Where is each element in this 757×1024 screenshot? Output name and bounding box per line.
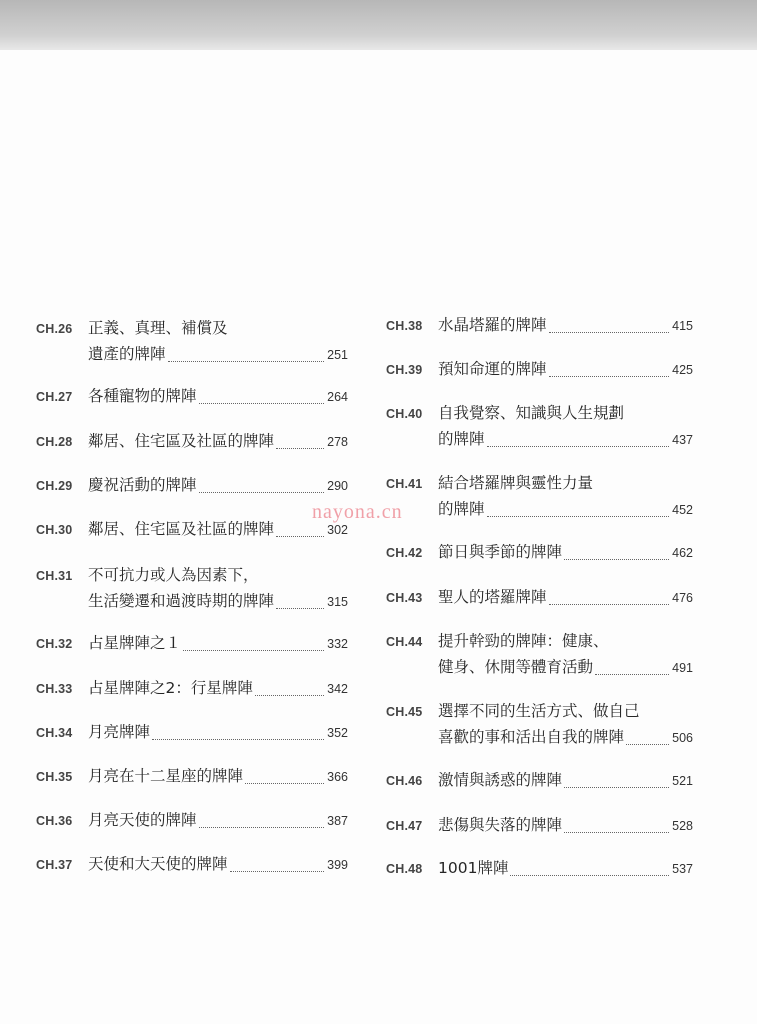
dot-leader [152,738,324,740]
entry-line [438,813,693,837]
chapter-number: CH.47 [386,819,423,833]
chapter-title: 生活變遷和過渡時期的牌陣 [88,592,275,610]
entry-line [88,631,348,655]
chapter-title: 的牌陣 [438,500,485,518]
dot-leader [549,375,670,377]
chapter-number: CH.31 [36,569,73,583]
entry-line [438,471,693,495]
chapter-number: CH.39 [386,363,423,377]
chapter-number: CH.28 [36,435,73,449]
entry-line [438,655,693,679]
chapter-title: 1001牌陣 [438,859,509,877]
entry-line [88,342,348,366]
dot-leader [549,331,670,333]
chapter-number: CH.43 [386,591,423,605]
page-number: 366 [327,770,348,784]
entry-line [88,720,348,744]
chapter-title: 預知命運的牌陣 [438,360,547,378]
dot-leader [564,831,669,833]
entry-line [88,384,348,408]
chapter-number: CH.48 [386,862,423,876]
page-number: 452 [672,503,693,517]
dot-leader [487,515,670,517]
entry-line [88,808,348,832]
page-number: 387 [327,814,348,828]
chapter-number: CH.36 [36,814,73,828]
chapter-number: CH.40 [386,407,423,421]
dot-leader [199,826,325,828]
dot-leader [255,694,324,696]
chapter-number: CH.32 [36,637,73,651]
entry-line [438,629,693,653]
page-number: 506 [672,731,693,745]
watermark: nayona.cn [312,501,403,523]
page-number: 290 [327,479,348,493]
chapter-title: 月亮在十二星座的牌陣 [88,767,244,785]
dot-leader [276,447,324,449]
page-number: 476 [672,591,693,605]
chapter-number: CH.45 [386,705,423,719]
page-number: 537 [672,862,693,876]
page-number: 491 [672,661,693,675]
entry-line [88,852,348,876]
entry-line [438,725,693,749]
chapter-title: 結合塔羅牌與靈性力量 [438,474,594,492]
chapter-title: 慶祝活動的牌陣 [88,476,197,494]
dot-leader [564,558,669,560]
entry-line [438,699,693,723]
page-number: 528 [672,819,693,833]
chapter-title: 健身、休閒等體育活動 [438,658,594,676]
chapter-title: 的牌陣 [438,430,485,448]
page-number: 332 [327,637,348,651]
entry-line [438,540,693,564]
dot-leader [626,743,669,745]
dot-leader [487,445,670,447]
entry-line [438,768,693,792]
entry-line [438,856,693,880]
chapter-title: 自我覺察、知識與人生規劃 [438,404,625,422]
entry-line [438,497,693,521]
dot-leader [245,782,324,784]
page-number: 437 [672,433,693,447]
chapter-title: 占星牌陣之１ [88,634,182,652]
entry-line [88,517,348,541]
chapter-number: CH.37 [36,858,73,872]
chapter-number: CH.29 [36,479,73,493]
chapter-number: CH.42 [386,546,423,560]
page-number: 278 [327,435,348,449]
entry-line [88,429,348,453]
dot-leader [510,874,669,876]
page-number: 315 [327,595,348,609]
dot-leader [564,786,669,788]
chapter-title: 月亮牌陣 [88,723,151,741]
chapter-title: 遺產的牌陣 [88,345,166,363]
dot-leader [168,360,325,362]
chapter-title: 選擇不同的生活方式、做自己 [438,702,640,720]
entry-line [438,313,693,337]
chapter-number: CH.30 [36,523,73,537]
page-number: 415 [672,319,693,333]
page-number: 342 [327,682,348,696]
chapter-title: 鄰居、住宅區及社區的牌陣 [88,432,275,450]
dot-leader [549,603,670,605]
chapter-title: 節日與季節的牌陣 [438,543,563,561]
chapter-title: 不可抗力或人為因素下， [88,566,259,584]
chapter-number: CH.27 [36,390,73,404]
page-number: 462 [672,546,693,560]
page-number: 352 [327,726,348,740]
chapter-title: 激情與誘惑的牌陣 [438,771,563,789]
chapter-title: 占星牌陣之2：行星牌陣 [88,679,253,697]
dot-leader [199,402,325,404]
chapter-number: CH.33 [36,682,73,696]
chapter-title: 鄰居、住宅區及社區的牌陣 [88,520,275,538]
entry-line [88,676,348,700]
page-number: 251 [327,348,348,362]
dot-leader [199,491,325,493]
chapter-number: CH.35 [36,770,73,784]
chapter-title: 各種寵物的牌陣 [88,387,197,405]
page-number: 399 [327,858,348,872]
chapter-title: 天使和大天使的牌陣 [88,855,228,873]
dot-leader [183,649,324,651]
entry-line [88,563,348,587]
chapter-number: CH.41 [386,477,423,491]
chapter-number: CH.34 [36,726,73,740]
entry-line [438,427,693,451]
entry-line [438,357,693,381]
chapter-title: 悲傷與失落的牌陣 [438,816,563,834]
page-number: 302 [327,523,348,537]
chapter-title: 提升幹勁的牌陣：健康、 [438,632,609,650]
dot-leader [276,607,324,609]
entry-line [88,764,348,788]
dot-leader [276,535,324,537]
entry-line [438,401,693,425]
top-gray-band [0,0,757,50]
chapter-number: CH.44 [386,635,423,649]
chapter-number: CH.26 [36,322,73,336]
page-number: 264 [327,390,348,404]
entry-line [88,589,348,613]
dot-leader [595,673,669,675]
page-number: 521 [672,774,693,788]
chapter-title: 聖人的塔羅牌陣 [438,588,547,606]
entry-line [88,473,348,497]
entry-line [88,316,348,340]
chapter-title: 喜歡的事和活出自我的牌陣 [438,728,625,746]
page-number: 425 [672,363,693,377]
chapter-title: 正義、真理、補償及 [88,319,228,337]
chapter-title: 水晶塔羅的牌陣 [438,316,547,334]
chapter-number: CH.46 [386,774,423,788]
chapter-number: CH.38 [386,319,423,333]
entry-line [438,585,693,609]
chapter-title: 月亮天使的牌陣 [88,811,197,829]
dot-leader [230,870,325,872]
